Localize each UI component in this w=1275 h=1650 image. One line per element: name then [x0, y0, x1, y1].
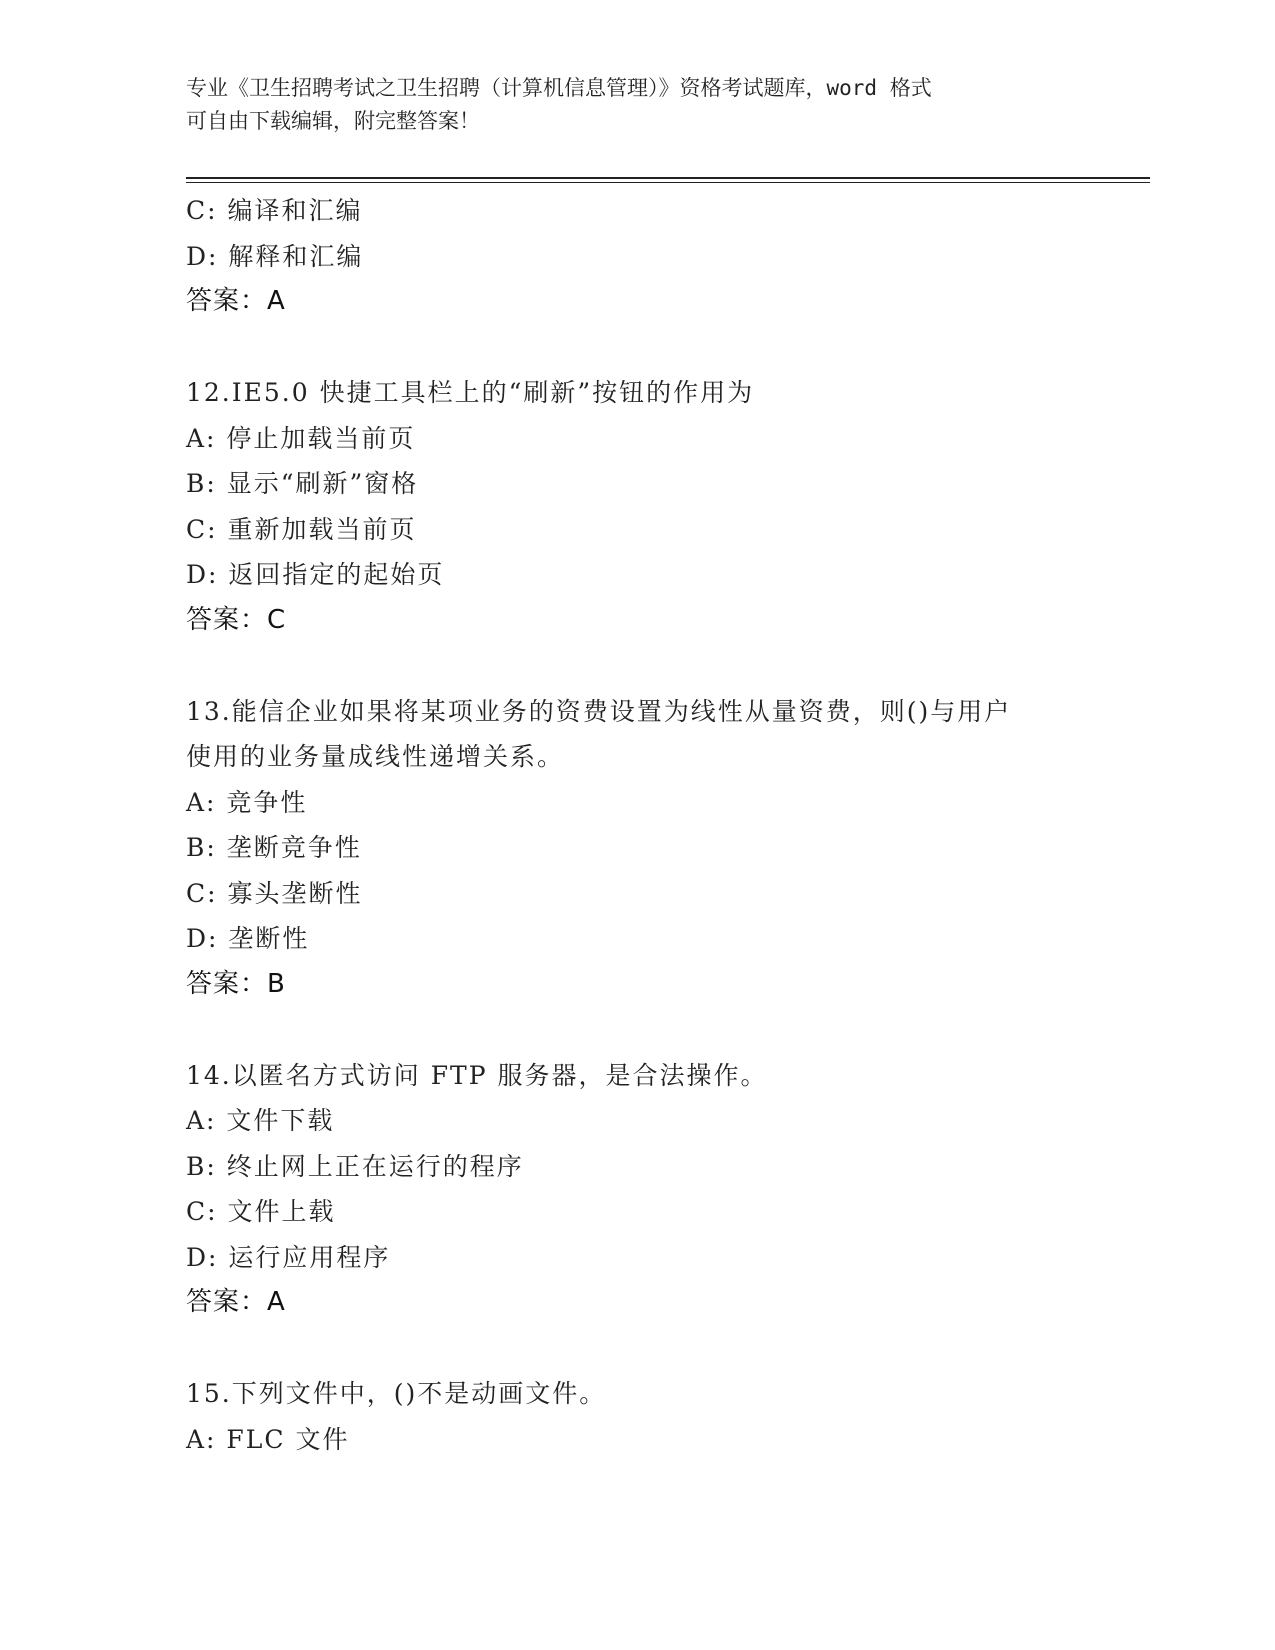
question-text: 14.以匿名方式访问 FTP 服务器，是合法操作。 [186, 1060, 768, 1090]
option-line: C: 重新加载当前页 [186, 514, 417, 544]
question-text: 13.能信企业如果将某项业务的资费设置为线性从量资费，则()与用户 [186, 696, 1012, 726]
option-line: B: 显示“刷新”窗格 [186, 469, 419, 498]
option-line: C: 编译和汇编 [186, 196, 363, 225]
answer-line: 答案：A [186, 1287, 286, 1317]
header-line-2: 可自由下载编辑，附完整答案！ [186, 109, 480, 133]
question-text: 12.IE5.0 快捷工具栏上的“刷新”按钮的作用为 [186, 378, 755, 407]
option-line: A: 竞争性 [186, 787, 308, 817]
option-line: D: 垄断性 [186, 924, 310, 953]
option-line: A: 停止加载当前页 [186, 423, 416, 453]
option-line: B: 垄断竞争性 [186, 833, 362, 862]
option-line: D: 运行应用程序 [186, 1242, 391, 1272]
spacer [186, 643, 1086, 689]
header-divider-thin [186, 182, 1150, 183]
answer-line: 答案：A [186, 286, 286, 316]
answer-line: 答案：C [186, 604, 287, 635]
question-content [186, 188, 1086, 1462]
document-header [186, 72, 1086, 138]
option-line: D: 解释和汇编 [186, 241, 364, 271]
spacer [186, 325, 1086, 371]
spacer [186, 1007, 1086, 1053]
spacer [186, 1326, 1086, 1372]
option-line: A: 文件下载 [186, 1106, 335, 1135]
option-line: B: 终止网上正在运行的程序 [186, 1151, 524, 1181]
answer-line: 答案：B [186, 968, 286, 999]
option-line: C: 文件上载 [186, 1197, 336, 1226]
question-text: 使用的业务量成线性递增关系。 [186, 742, 565, 771]
header-line-1: 专业《卫生招聘考试之卫生招聘（计算机信息管理）》资格考试题库，word 格式 [186, 76, 932, 100]
header-divider-thick [186, 177, 1150, 179]
option-line: D: 返回指定的起始页 [186, 560, 445, 589]
question-text: 15.下列文件中，()不是动画文件。 [186, 1379, 607, 1408]
option-line: A: FLC 文件 [186, 1424, 350, 1454]
option-line: C: 寡头垄断性 [186, 878, 363, 908]
